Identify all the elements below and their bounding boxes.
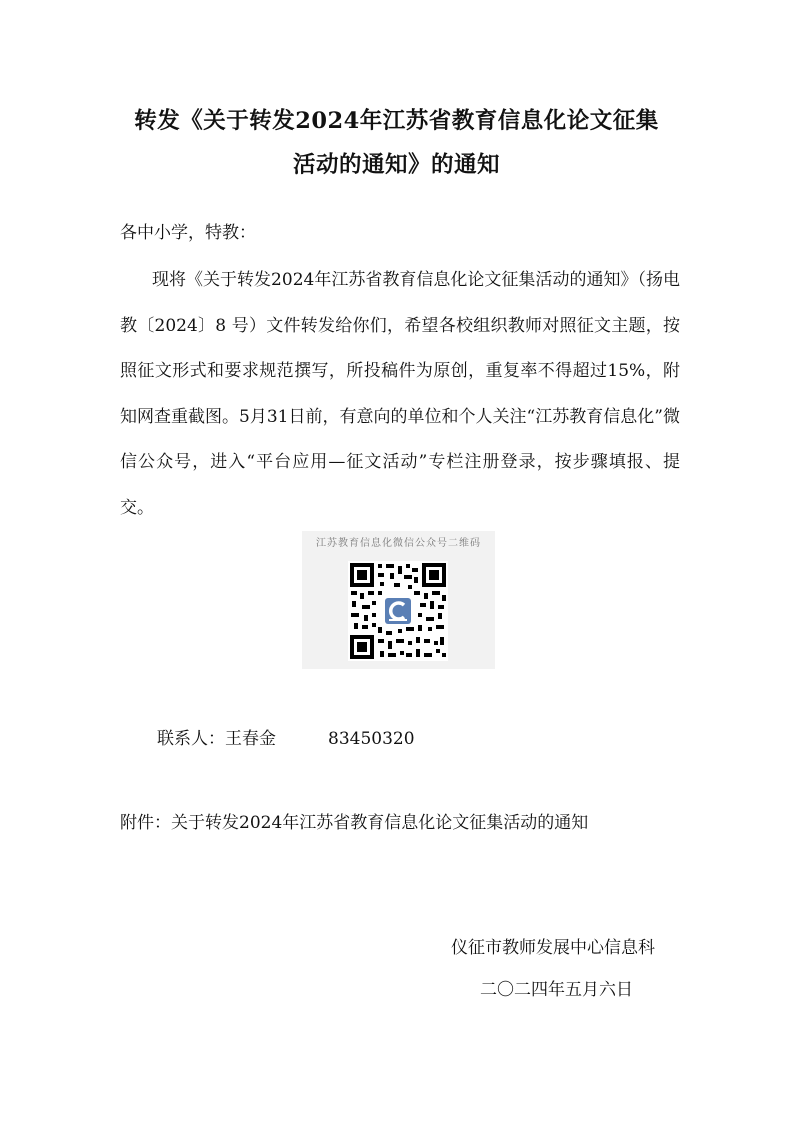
- qr-caption: 江苏教育信息化微信公众号二维码: [316, 538, 481, 549]
- document-title-line-2: 活动的通知》的通知: [292, 152, 500, 178]
- contact-person: 联系人：王春金: [157, 729, 276, 749]
- contact-phone: 83450320: [328, 729, 415, 749]
- attachment-line: 附件：关于转发2024年江苏省教育信息化论文征集活动的通知: [120, 813, 589, 833]
- qr-code-panel: [302, 531, 495, 669]
- contact-line: [157, 724, 415, 749]
- qr-code-icon: [348, 561, 448, 661]
- document-title-line-1: 转发《关于转发2024年江苏省教育信息化论文征集: [134, 108, 659, 134]
- issue-date: 二〇二四年五月六日: [480, 980, 633, 1000]
- issuer-signature: 仪征市教师发展中心信息科: [451, 938, 655, 958]
- salutation: 各中小学，特教：: [120, 223, 256, 243]
- body-paragraph: 现将《关于转发2024年江苏省教育信息化论文征集活动的通知》（扬电教〔2024〕8 号）文件转发给你们，希望各校组织教师对照征文主题，按照征文形式和要求规范撰写，所投稿件为原创，重复率不得超过15%，附知网查重截图。5月31日前，有意向的单位和个人关注“江苏教育信息化”微信公众号，进入“平台应用—征文活动”专栏注册登录，按步骤填报、提交。: [120, 270, 680, 518]
